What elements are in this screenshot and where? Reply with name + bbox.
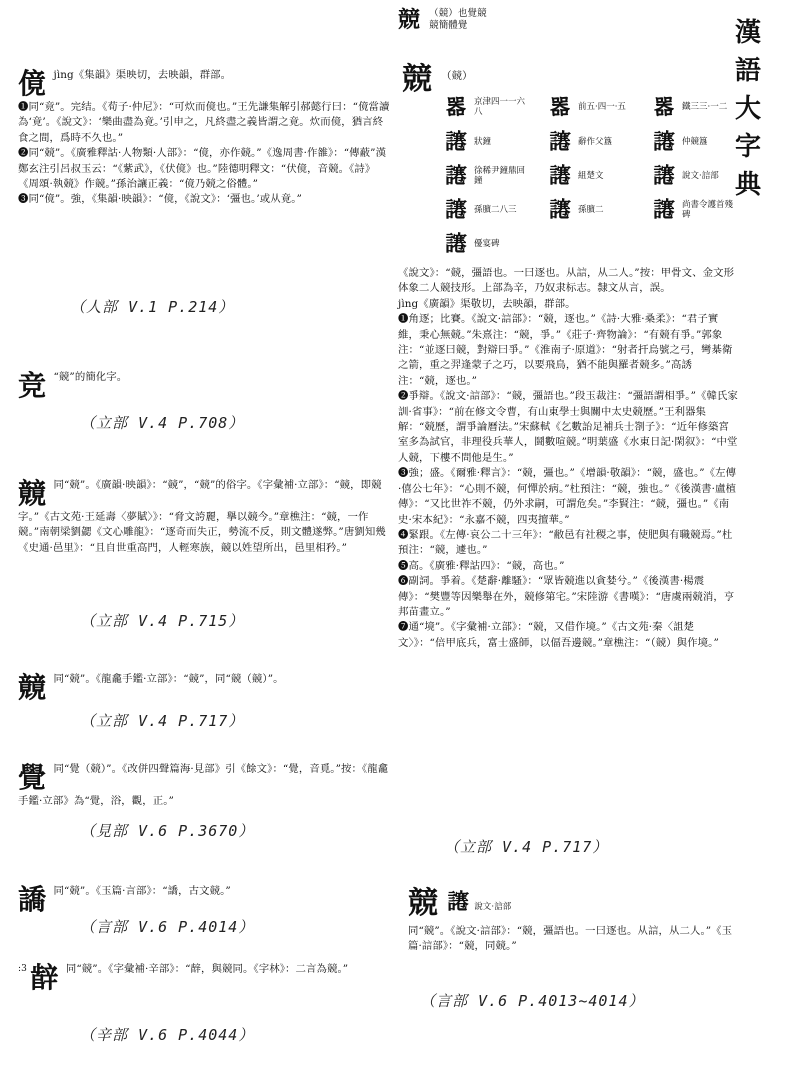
title-char: 字	[734, 132, 761, 162]
seal-glyph-icon: 𧬯	[548, 163, 571, 189]
entry-headword: 辪	[30, 961, 59, 994]
handwritten-note: （立部 V.4 P.717）	[80, 712, 245, 730]
seal-glyph-icon: 𠾖	[548, 94, 571, 120]
seal-form: 𧬯 辭作父簋	[546, 128, 636, 155]
seal-glyph-icon: 𧬯	[447, 889, 470, 915]
seal-form: 𧬯 狀鐘	[442, 128, 532, 155]
entry-text: 同“競”。《龍龕手鑑·立部》：“竸”，同“競（竸）”。	[53, 673, 284, 685]
seal-form: 𧬯 說文·誩部	[650, 162, 740, 189]
main-headword: 競	[402, 62, 432, 97]
title-char: 典	[734, 170, 761, 200]
seal-glyph-icon: 𧬯	[444, 129, 467, 155]
seal-form: 𧬯 優宴碑	[442, 230, 532, 257]
entry-jing-bottom	[408, 888, 738, 955]
entry-jing-longkan	[18, 672, 390, 704]
top-variants: 競 （競）也覺競 競簡體覺	[398, 7, 487, 33]
main-headword-sub: （競）	[441, 70, 473, 82]
title-char: 大	[734, 94, 761, 124]
entry-headword: 傹	[18, 67, 47, 100]
seal-glyph-icon: 𧬯	[444, 231, 467, 257]
seal-glyph-icon: 𧬯	[444, 163, 467, 189]
entry-headword: 竸	[18, 671, 47, 704]
seal-form: 𠾖 前五·四一·五	[546, 94, 636, 120]
seal-glyph-icon: 𧬯	[652, 163, 675, 189]
handwritten-note: （立部 V.4 P.717）	[444, 838, 609, 856]
seal-glyph-icon: 𧬯	[548, 129, 571, 155]
handwritten-note: （見部 V.6 P.3670）	[80, 822, 255, 840]
seal-form: 𧬯 尚書令護首殘碑	[650, 196, 740, 223]
handwritten-note: （人部 V.1 P.214）	[70, 298, 235, 316]
main-entry-body: 《說文》：“競，彊語也。一曰逐也。从誩，从二人。”按：甲骨文、金文形体象二人競技形。上部為辛，乃奴隶标志。隸文从言，誤。 jìng《廣韻》渠敬切，去映韻，群部。 ❶角逐；比賽。《說文·誩部》：“競，逐也。”《詩·大雅·桑柔》：“君子實維，秉心無競。”朱熹注：“競，爭。”《莊子·齊物論》：“有競有爭。”郭象注：“並逐曰競，對辯曰爭。”《淮南子·原道》：“射者扞烏號之弓，彎棊衛之箭，重之羿逢蒙子之巧，以要飛鳥，猶不能與羅者競多。”高誘注：“競，逐也。” ❷爭辯。《說文·誩部》：“競，彊語也。”段玉裁注：“彊語謂相爭。”《韓氏家訓·省事》：“前在修文令曹，有山東學士與關中太史競歷。”王利器集解：“競歷，謂爭論曆法。”宋蘇軾《乞數詒足補兵士劄子》：“近年修築宮室多為試官，非理役兵華人，鬪數喧競。”明葉盛《水東日記·閑叙》：“中堂人競，下樓不問他是生。” ❸強；盛。《爾雅·釋言》：“競，彊也。”《增韻·敬韻》：“競，盛也。”《左傳·僖公七年》：“心則不競，何憚於病。”杜預注：“競，強也。”《後漢書·盧植傳》：“又比世祚不競，仍外求嗣，可謂危矣。”李賢注：“競，彊也。”《南史·宋本紀》：“永嘉不競，四夷擅華。” ❹緊跟。《左傳·哀公二十三年》：“敝邑有社稷之事，使肥與有職競焉。”杜預注：“競，遽也。” ❺高。《廣雅·釋詁四》：“競，高也。” ❻副詞。爭着。《楚辭·離騷》：“眾皆競進以貪婪兮。”《後漢書·楊震傳》：“樊豐等因樂舉在外，競修第宅。”宋陸游《書嘆》：“唐虞兩競消，亨邦苗畫立。” ❼通“境”。《字彙補·立部》：“競，又借作境。”《古文苑·秦〈詛楚文〉》：“倍甲底兵，富士盛師，以偪吾邊競。”章樵注：“（競）與作境。”	[398, 267, 738, 649]
entry-headword: 譑	[18, 883, 47, 916]
entry-headword: 競	[408, 886, 438, 921]
main-headword-block	[402, 64, 473, 96]
seal-form: 𠾖 京津四一一六八	[442, 94, 532, 120]
entry-jing-person	[18, 68, 390, 208]
seal-form: 𧬯 徐稀尹鐘鼎回鐘	[442, 162, 532, 189]
handwritten-note: （辛部 V.6 P.4044）	[80, 1026, 255, 1044]
entry-headword: 竞	[18, 369, 47, 402]
handwritten-note: （立部 V.4 P.708）	[80, 414, 245, 432]
title-char: 語	[734, 56, 761, 86]
handwritten-note: （言部 V.6 P.4014）	[80, 918, 255, 936]
entry-jing-speech	[18, 884, 390, 916]
entry-text: jìng《集韻》渠映切，去映韻，群部。 ❶同“竟”。完结。《荀子·仲尼》：“可炊而傹也。”王先謙集解引郝懿行曰：“傹當讀為‘竟’。《說文》：‘樂曲盡為竟。’引申之，凡終盡之義皆謂之竟。炊而傹，猶言終食之間，爲時不久也。” ❷同“競”。《廣雅釋詁·人物類·人部》：“傹，亦作競。”《逸周書·作雒》：“傳蔽”漢鄭玄注引呂叔玉云：“《紫武》，《伏傹》也。”陸德明釋文：“伏傹，音競。《詩》《周頌·執競》作競。”孫治讓正義：“傹乃競之俗體。” ❸同“傹”。強，《集韻·映韻》：“傹，《說文》：‘彊也。’或从竟。”	[18, 69, 390, 206]
seal-glyph-icon: 𧬯	[652, 197, 675, 223]
entry-text: 同“競”。《玉篇·言部》：“譑，古文競。”	[53, 885, 231, 897]
entry-text: “競”的簡化字。	[53, 371, 128, 383]
seal-form: 𧬯 仲競簋	[650, 128, 740, 155]
entry-jing-see	[18, 762, 390, 809]
entry-text: 同“競”。《字彙補·辛部》：“辪，與競同。《字林》：二言為競。”	[65, 963, 349, 975]
entry-jing-variant	[18, 478, 390, 556]
seal-glyph-icon: 𧬯	[548, 197, 571, 223]
seal-glyph-icon: 𧬯	[444, 197, 467, 223]
seal-form: 𧬯 孫臏二	[546, 196, 636, 223]
entry-mark: :3	[18, 964, 27, 974]
seal-glyph-icon: 𠾖	[444, 94, 467, 120]
entry-text: 同“覺（競）”。《改併四聲篇海·見部》引《餘文》：“覺，音覓。”按：《龍龕手鑑·立部》為“覺，浴，觀，正。”	[18, 763, 389, 807]
entry-headword: 覺	[18, 761, 47, 794]
title-char: 漢	[734, 18, 761, 48]
handwritten-note: （立部 V.4 P.715）	[80, 612, 245, 630]
variant-notes: （競）也覺競 競簡體覺	[429, 8, 487, 31]
seal-glyph-icon: 𠾖	[652, 94, 675, 120]
entry-jing-xin	[18, 962, 390, 994]
seal-glyph-icon: 𧬯	[652, 129, 675, 155]
entry-text: 同“競”。《說文·誩部》：“競，彊語也。一曰逐也。从誩，从二人。”《玉篇·誩部》：“競，同競。”	[408, 925, 733, 953]
entry-text: 同“競”。《廣韻·映韻》：“竸”，“競”的俗字。《字彙補·立部》：“竸，即競字。”《古文苑·王延壽〈夢賦〉》：“脅文誇麗，擧以竸今。”章樵注：“竸，一作競。”南朝梁劉勰《文心雕龍》：“逐奇而失正，勢流不反，則文體遂弊。”唐劉知幾《史通·邑里》：“且自世重高門，人輕寒族，竸以姓望所出，邑里相矜。”	[18, 479, 386, 554]
seal-form: 𧬯 孫臏二八三	[442, 196, 532, 223]
entry-jing-simplified	[18, 370, 390, 402]
seal-form: 𧬯 組楚文	[546, 162, 636, 189]
entry-headword: 竸	[18, 477, 47, 510]
seal-caption: 說文·誩部	[474, 902, 512, 912]
seal-form: 𠾖 鐵三三·一二	[650, 94, 740, 120]
handwritten-note: （言部 V.6 P.4013~4014）	[420, 992, 645, 1010]
